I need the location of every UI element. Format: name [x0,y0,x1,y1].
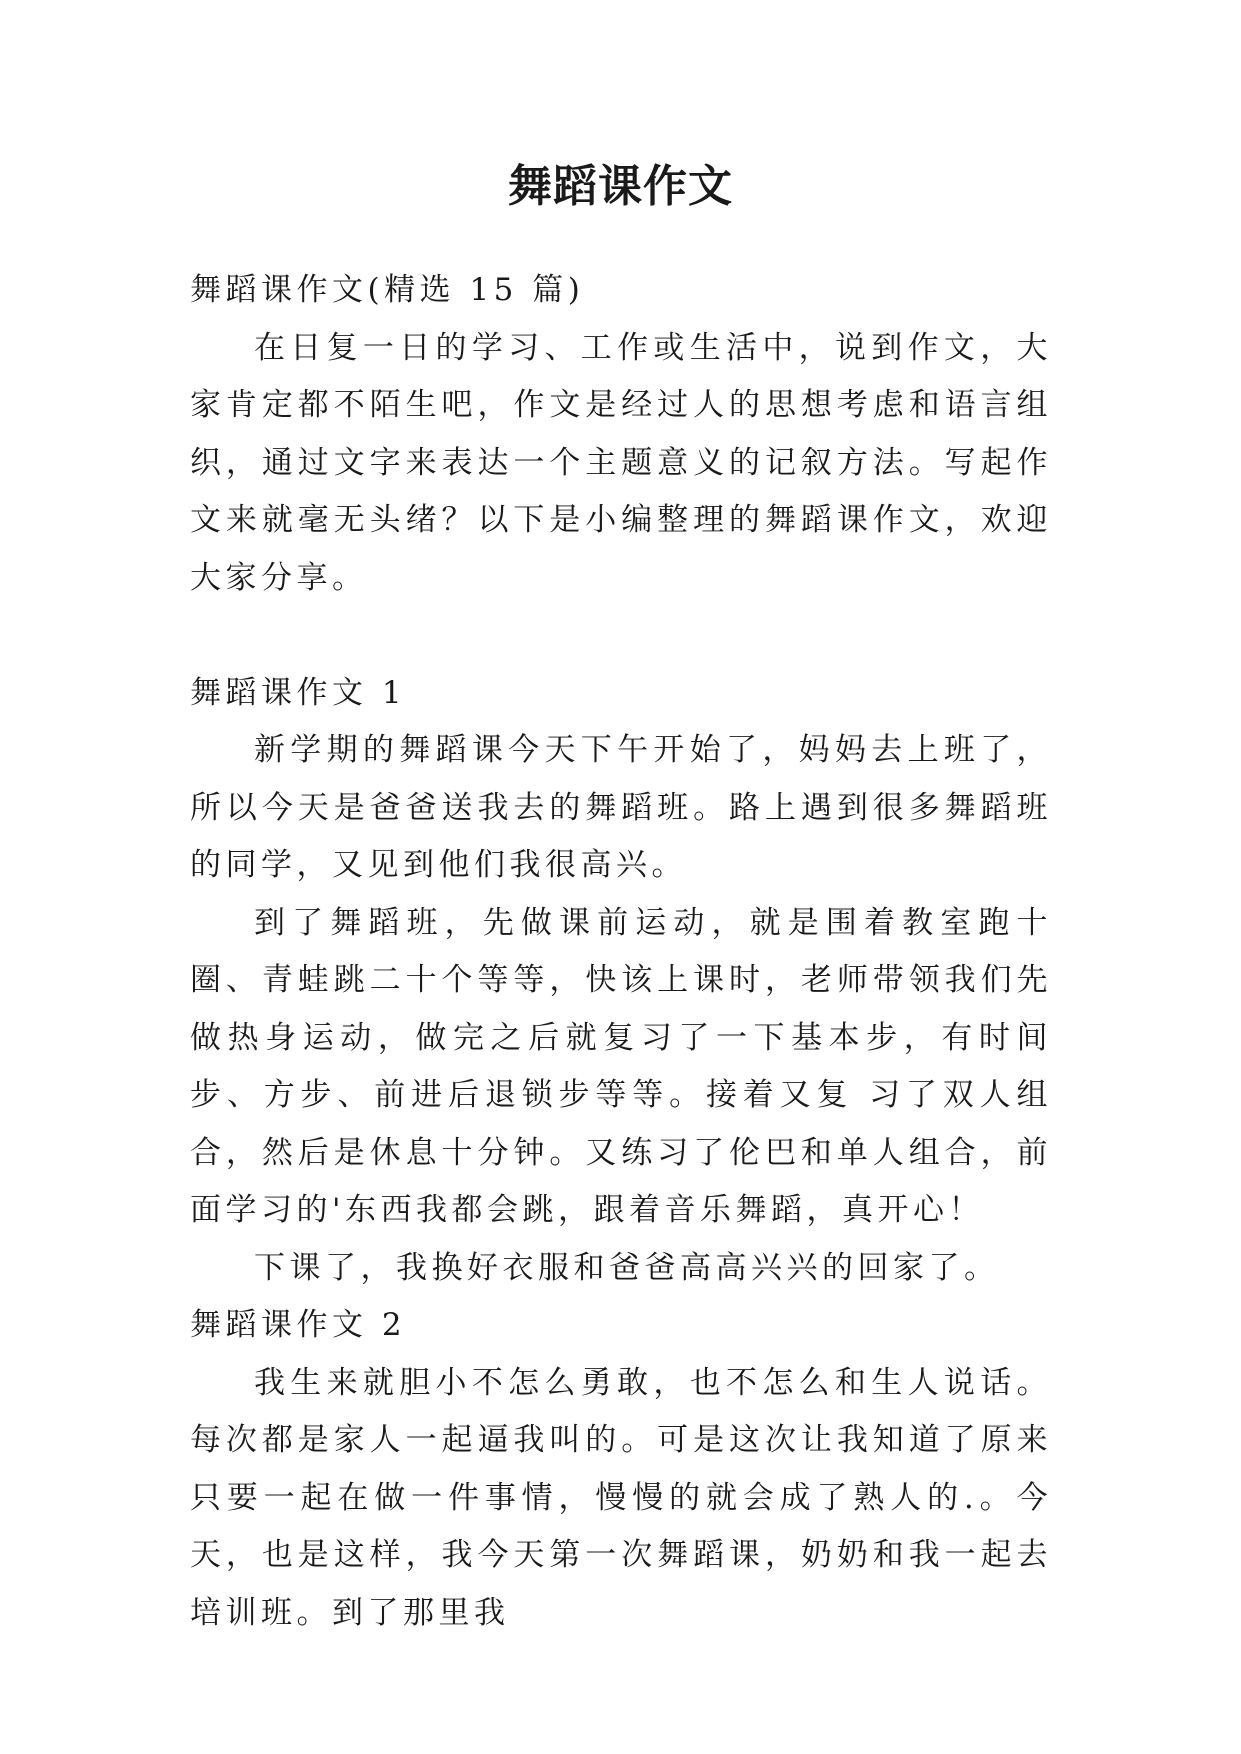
essay1-heading: 舞蹈课作文 1 [190,674,407,711]
essay2-paragraph-1: 我生来就胆小不怎么勇敢，也不怎么和生人说话。每次都是家人一起逼我叫的。可是这次让我知道了原来只要一起在做一件事情，慢慢的就会成了熟人的.。今天，也是这样，我今天第一次舞蹈课，奶奶和我一起去培训班。到了那里我 [190,1364,1052,1631]
intro-paragraph: 在日复一日的学习、工作或生活中，说到作文，大家肯定都不陌生吧，作文是经过人的思想考虑和语言组织，通过文字来表达一个主题意义的记叙方法。写起作文来就毫无头绪？以下是小编整理的舞蹈课作文，欢迎大家分享。 [190,329,1052,596]
essay2-heading: 舞蹈课作文 2 [190,1307,407,1343]
document-subtitle: 舞蹈课作文(精选 15 篇) [190,272,585,308]
document-body [190,262,1052,1642]
section-spacer [190,607,1052,665]
essay1-paragraph-1: 新学期的舞蹈课今天下午开始了，妈妈去上班了，所以今天是爸爸送我去的舞蹈班。路上遇到很多舞蹈班的同学，又见到他们我很高兴。 [190,732,1052,883]
essay1-paragraph-3: 下课了，我换好衣服和爸爸高高兴兴的回家了。 [254,1249,1000,1286]
essay1-paragraph-2: 到了舞蹈班，先做课前运动，就是围着教室跑十圈、青蛙跳二十个等等，快该上课时，老师带领我们先做热身运动，做完之后就复习了一下基本步，有时间步、方步、前进后退锁步等等。接着又复 习了双人组合，然后是休息十分钟。又练习了伦巴和单人组合，前面学习的'东西我都会跳，跟着音乐舞蹈，真开心！ [190,904,1052,1228]
page-title: 舞蹈课作文 [508,161,733,212]
